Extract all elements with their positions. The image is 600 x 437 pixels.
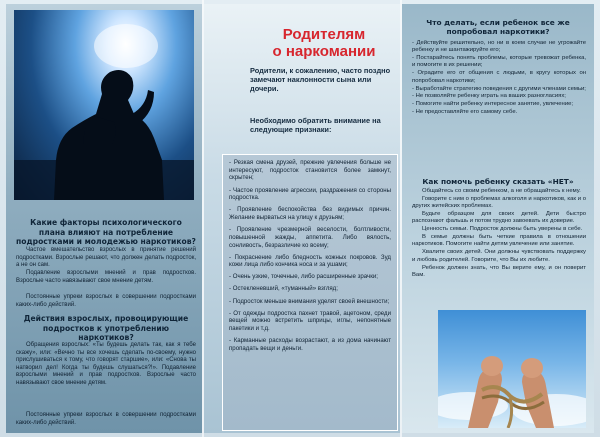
sign-item: - Резкая смена друзей, прежние увлечения больше не интересуют, подросток становится более замкнут, скрытен; [229, 159, 391, 182]
list-item: - Действуйте решительно, но ни в коем случае не угрожайте ребенку и не шантажируйте его; [412, 40, 586, 54]
sign-item: - Покраснение либо бледность кожных покровов. Зуд кожи лица либо кончика носа и за ушами; [229, 253, 391, 269]
list-item: Будьте образцом для своих детей. Дети быстро распознают фальшь и потом трудно завоевать их доверие. [412, 211, 586, 225]
panel-center [204, 4, 400, 433]
signs-list [222, 154, 398, 431]
sign-item: - Очень узкие, точечные, либо расширенные зрачки; [229, 273, 378, 281]
factor-paragraph: Подавление взрослыми мнений и прав подростков. Взрослые часто навязывают свое мнение детям. [16, 270, 196, 284]
title-line: Родителям [282, 26, 366, 43]
say-no-list [412, 188, 586, 280]
list-item: - Не предоставляйте его самому себе. [412, 109, 518, 116]
factors-heading: Какие факторы психологического плана влияют на потребление подростками и молодежью наркотиков? [16, 218, 196, 246]
panel-left [6, 4, 202, 433]
lead-text: Родители, к сожалению, часто поздно замечают наклонности сына или дочери. [250, 66, 391, 93]
panel-right [402, 4, 594, 433]
factor-paragraph: Постоянные упреки взрослых в совершении подростками каких-либо действий. [16, 294, 196, 308]
list-item: - Помогите найти ребенку интересное занятие, увлечение; [412, 101, 574, 108]
factor-paragraph: Частое вмешательство взрослых в принятие решений подростками. Взрослые решают, что должен делать подросток, а не он сам. [16, 247, 196, 269]
sign-item: - Подросток меньше внимания уделят своей внешности; [229, 297, 390, 305]
list-item: Говорите с ним о проблемах алкоголя и наркотиков, как и о других житейских проблемах. [412, 195, 586, 210]
what-to-do-heading: Что делать, если ребенок все же попробовал наркотики? [426, 18, 570, 37]
list-item: Общайтесь со своим ребенком, а не обращайтесь к нему. [422, 188, 581, 194]
list-item: В семье должны быть четкие правила в отношении наркотиков. Помогите найти детям увлечение или занятие. [412, 234, 586, 248]
attention-text: Необходимо обратить внимание на следующие признаки: [250, 116, 381, 134]
sign-item: - От одежды подростка пахнет травой, ацетоном, среди вещей можно встретить шприцы, иглы, непонятные пакетики и т.д. [229, 309, 391, 333]
brochure-title [250, 26, 398, 60]
sign-item: - Проявление чрезмерной веселости, болтливости, повышенной жажды, аппетита. Либо вялость, сонливость, безразличие ко всему; [229, 226, 391, 249]
sign-item: - Проявление беспокойства без видимых причин. Желание вырваться на улицу к друзьям; [229, 206, 391, 221]
list-item: Хвалите своих детей. Они должны чувствовать поддержку и любовь родителей. Говорите, что Вы их любите. [412, 249, 586, 263]
list-item: - Оградите его от общения с людьми, в кругу которых он попробовал наркотики; [412, 70, 586, 84]
action-paragraph: Постоянные упреки взрослых в совершении подростками каких-либо действий. [16, 412, 196, 426]
list-item: Ребенок должен знать, что Вы верите ему, и он поверит Вам. [412, 264, 586, 278]
list-item: - Выработайте стратегию поведения с другими членами семьи; [412, 85, 586, 92]
action-paragraph: Обращения взрослых: «Ты будешь делать так, как я тебе скажу», или: «Вечно ты все хочешь сделать по-своему, нужно прислушиваться к тому, что говорят старшие», или: «Снова ты натворил дел! Когда ты будешь слушаться?!». Подавление взрослыми мнений и прав подростков. Взрослые часто навязывают свое мнение детям. [16, 342, 196, 386]
list-item: Ценность семьи. Подросток должны быть уверены в себе. [422, 226, 583, 233]
actions-heading: Действия взрослых, провоцирующие подростков к употреблению наркотиков? [23, 314, 189, 342]
sign-item: - Остекленевший, «туманный» взгляд; [229, 285, 338, 293]
title-line: о наркомании [272, 43, 376, 60]
list-item: - Постарайтесь понять проблемы, которые тревожат ребенка, и помогите в их решении; [412, 55, 586, 69]
list-item: - Не позволяйте ребенку играть на ваших разногласиях; [412, 93, 566, 100]
bound-hands-rope-photo [438, 310, 586, 428]
sign-item: - Частое проявление агрессии, раздражения со стороны подростка. [229, 186, 391, 202]
say-no-heading: Как помочь ребенку сказать «НЕТ» [422, 177, 574, 186]
despair-silhouette-photo [14, 10, 194, 200]
sign-item: - Карманные расходы возрастают, а из дома начинают пропадать вещи и деньги. [229, 337, 391, 352]
what-to-do-list [412, 40, 586, 117]
